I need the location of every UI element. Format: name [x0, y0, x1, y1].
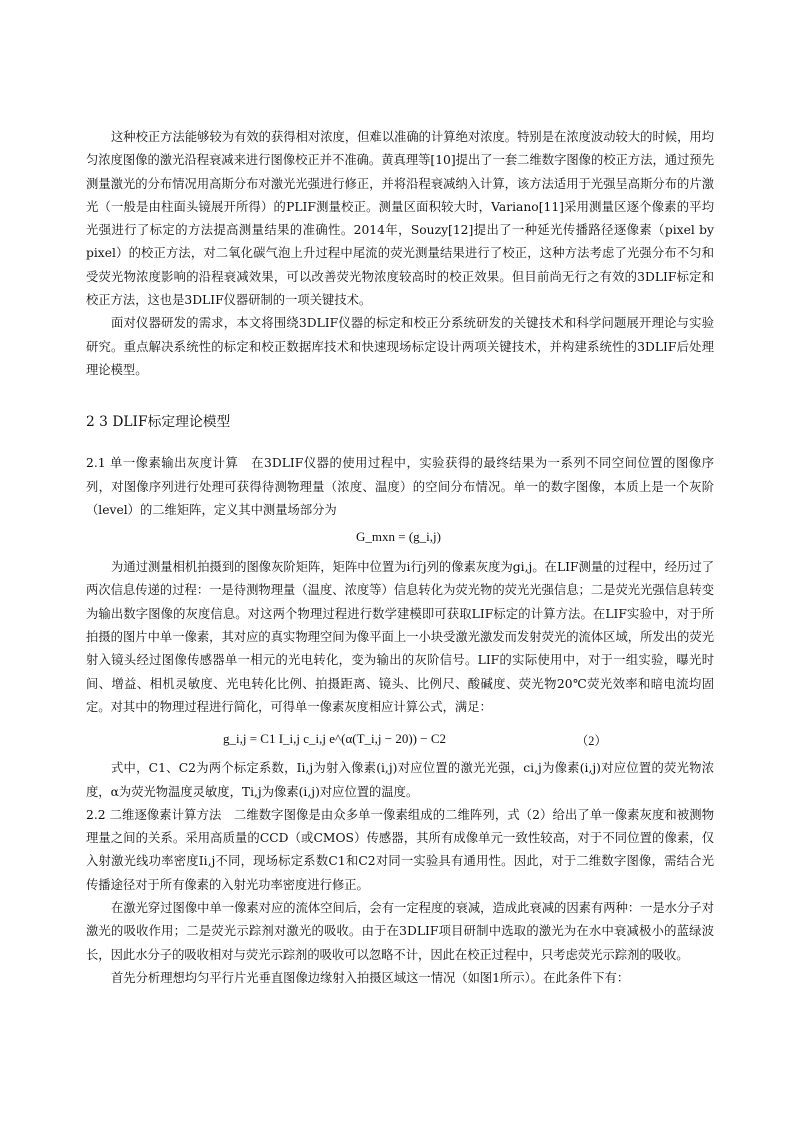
paragraph-research-goal: 面对仪器研发的需求，本文将围绕3DLIF仪器的标定和校正分系统研发的关键技术和科学问题展开理论与实验研究。重点解决系统性的标定和校正数据库技术和快速现场标定设计两项关键技术，并构建系统性的3DLIF后处理理论模型。	[86, 316, 714, 377]
equation-2-number: （2）	[576, 734, 607, 749]
paragraph-matrix-definition: 为通过测量相机拍摄到的图像灰阶矩阵，矩阵中位置为i行j列的像素灰度为gi,j。在LIF测量的过程中，经历过了两次信息传递的过程：一是待测物理量（温度、浓度等）信息转化为荧光物的荧光光强信息；二是荧光光强信息转变为输出数字图像的灰度信息。对这两个物理过程进行数学建模即可获取LIF标定的计算方法。在LIF实验中，对于所拍摄的图片中单一像素，其对应的真实物理空间为像平面上一小块受激光激发而发射荧光的流体区域，所发出的荧光射入镜头经过图像传感器单一相元的光电转化，变为输出的灰阶信号。LIF的实际使用中，对于一组实验，曝光时间、增益、相机灵敏度、光电转化比例、拍摄距离、镜头、比例尺、酸碱度、荧光物20℃荧光效率和暗电流均固定。对其中的物理过程进行简化，可得单一像素灰度相应计算公式，满足：	[86, 560, 714, 714]
equation-1-body: G_mxn = (g_i,j)	[356, 529, 441, 545]
subsection-text-2-1: 在3DLIF仪器的使用过程中，实验获得的最终结果为一系列不同空间位置的图像序列，对图像序列进行处理可获得待测物理量（浓度、温度）的空间分布情况。单一的数字图像，本质上是一个灰阶（level）的二维矩阵，定义其中测量场部分为	[86, 456, 714, 517]
paragraph-laser-attenuation: 在激光穿过图像中单一像素对应的流体空间后，会有一定程度的衰减，造成此衰减的因素有两种：一是水分子对激光的吸收作用；二是荧光示踪剂对激光的吸收。由于在3DLIF项目研制中选取的激光为在水中衰减极小的蓝绿波长，因此水分子的吸收相对与荧光示踪剂的吸收可以忽略不计，因此在校正过程中，只考虑荧光示踪剂的吸收。	[86, 901, 714, 962]
subsection-label-2-2: 2.2 二维逐像素计算方法	[86, 807, 222, 822]
paper-page	[86, 126, 714, 990]
equation-2	[86, 719, 714, 757]
paragraph-equation-variables: 式中，C1、C2为两个标定系数，Ii,j为射入像素(i,j)对应位置的激光光强，ci,j为像素(i,j)对应位置的荧光物浓度，α为荧光物温度灵敏度，Ti,j为像素(i,j)对应位置的温度。	[86, 761, 714, 799]
paragraph-parallel-sheet: 首先分析理想均匀平行片光垂直图像边缘射入拍摄区域这一情况（如图1所示）。在此条件下有：	[111, 970, 630, 985]
paragraph-intro-calibration: 这种校正方法能够较为有效的获得相对浓度，但难以准确的计算绝对浓度。特别是在浓度波动较大的时候，用均匀浓度图像的激光沿程衰减来进行图像校正并不准确。黄真理等[10]提出了一套二维数字图像的校正方法，通过预先测量激光的分布情况用高斯分布对激光光强进行修正，并将沿程衰减纳入计算，该方法适用于光强呈高斯分布的片激光（一般是由柱面头镜展开所得）的PLIF测量校正。测量区面积较大时，Variano[11]采用测量区逐个像素的平均光强进行了标定的方法提高测量结果的准确性。2014年，Souzy[12]提出了一种延光传播路径逐像素（pixel by pixel）的校正方法，对二氧化碳气泡上升过程中尾流的荧光测量结果进行了校正，这种方法考虑了光强分布不匀和受荧光物浓度影响的沿程衰减效果，可以改善荧光物浓度较高时的校正效果。但目前尚无行之有效的3DLIF标定和校正方法，这也是3DLIF仪器研制的一项关键技术。	[86, 130, 714, 308]
paragraph-single-pixel	[86, 452, 714, 522]
subsection-text-2-2: 二维数字图像是由众多单一像素组成的二维阵列，式（2）给出了单一像素灰度和被测物理量之间的关系。采用高质量的CCD（或CMOS）传感器，其所有成像单元一致性较高，对于不同位置的像素，仅入射激光线功率密度Ii,j不同，现场标定系数C1和C2对同一实验具有通用性。因此，对于二维数字图像，需结合光传播途径对于所有像素的入射光功率密度进行修正。	[86, 807, 714, 892]
subsection-label-2-1: 2.1 单一像素输出灰度计算	[86, 456, 239, 471]
paragraph-two-dimensional	[86, 804, 714, 897]
equation-2-body: g_i,j = C1 I_i,j c_i,j e^(α(T_i,j − 20)) − C2	[223, 731, 447, 747]
equation-1	[86, 522, 714, 556]
section-heading: 2 3 DLIF标定理论模型	[86, 414, 231, 431]
